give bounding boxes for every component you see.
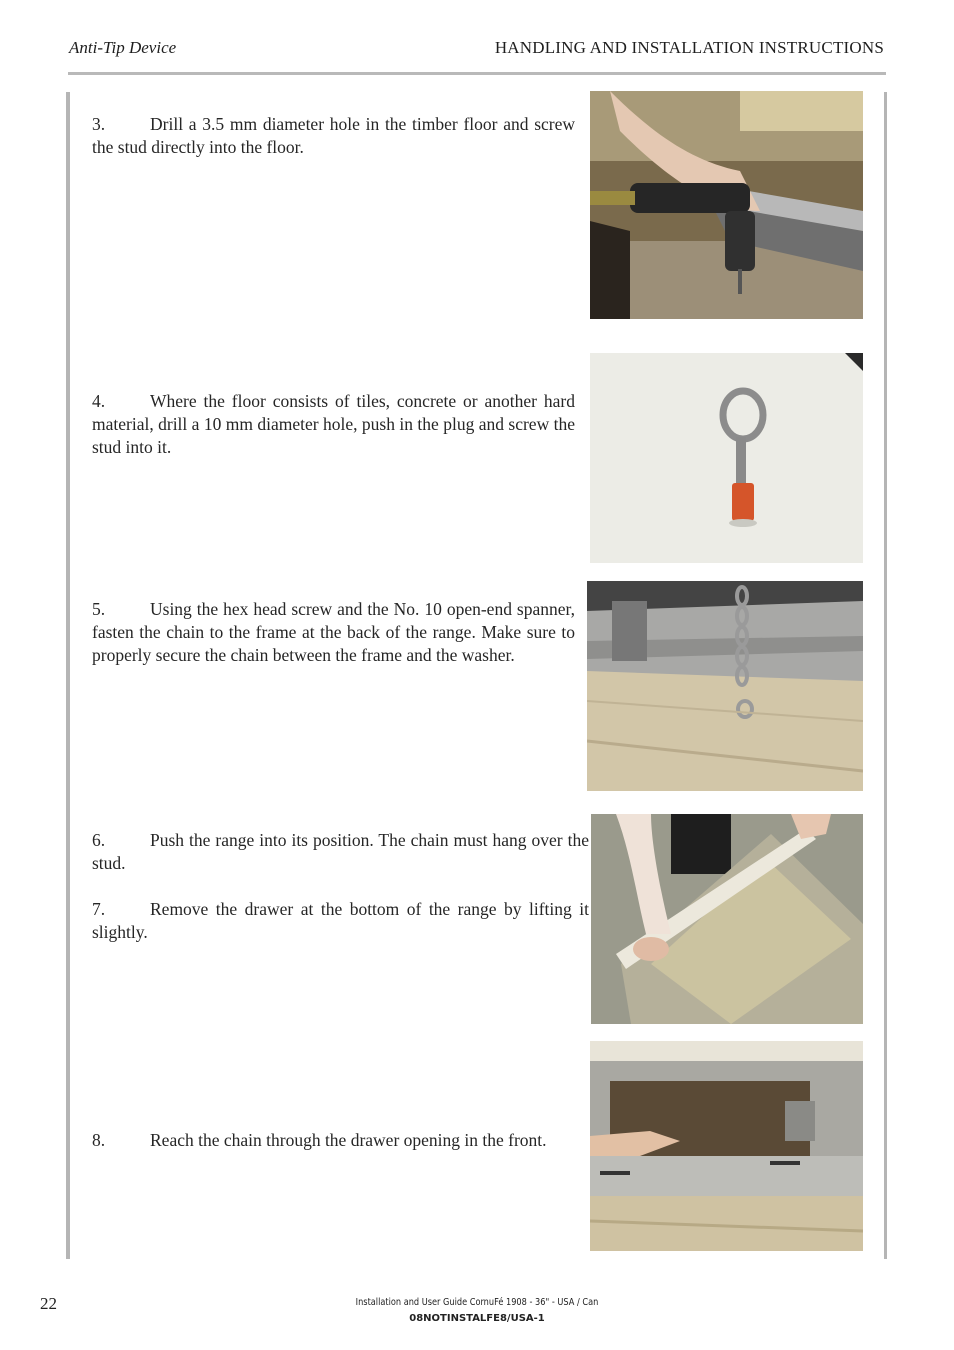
step-5 (92, 598, 575, 667)
page-number: 22 (40, 1294, 57, 1313)
document-title: HANDLING AND INSTALLATION INSTRUCTIONS (494, 38, 884, 57)
header-divider (68, 72, 886, 75)
step-7 (92, 898, 589, 944)
step-8 (92, 1129, 589, 1152)
step-number: 7. (92, 899, 106, 919)
step-3 (92, 113, 575, 159)
removing-drawer-photo (591, 814, 863, 1024)
step-6 (92, 829, 589, 875)
footer-document-code: 08NOTINSTALFE8/USA-1 (409, 1313, 545, 1324)
step-number: 6. (92, 830, 106, 850)
step-text: Reach the chain through the drawer opening in the front. (150, 1130, 547, 1150)
content-border-left (66, 92, 70, 1259)
step-text: Push the range into its position. The chain must hang over the stud. (92, 830, 589, 873)
step-number: 3. (92, 114, 106, 134)
drawer-opening-photo (590, 1041, 863, 1251)
content-border-right (884, 92, 887, 1259)
section-title: Anti-Tip Device (69, 38, 177, 57)
footer-guide-title: Installation and User Guide CornuFé 1908 - 36" - USA / Can (355, 1297, 599, 1308)
step-text: Drill a 3.5 mm diameter hole in the timber floor and screw the stud directly into the floor. (92, 114, 575, 157)
drilling-floor-photo (590, 91, 863, 319)
step-number: 8. (92, 1130, 106, 1150)
step-text: Remove the drawer at the bottom of the range by lifting it slightly. (92, 899, 589, 942)
step-4 (92, 390, 575, 459)
step-text: Where the floor consists of tiles, concrete or another hard material, drill a 10 mm diameter hole, push in the plug and screw the stud into it. (92, 391, 575, 457)
step-number: 5. (92, 599, 106, 619)
chain-and-stud-photo (587, 581, 863, 791)
stud-and-plug-photo (590, 353, 863, 563)
step-number: 4. (92, 391, 106, 411)
step-text: Using the hex head screw and the No. 10 open-end spanner, fasten the chain to the frame at the back of the range. Make sure to properly secure the chain between the frame and the washer. (92, 599, 575, 665)
